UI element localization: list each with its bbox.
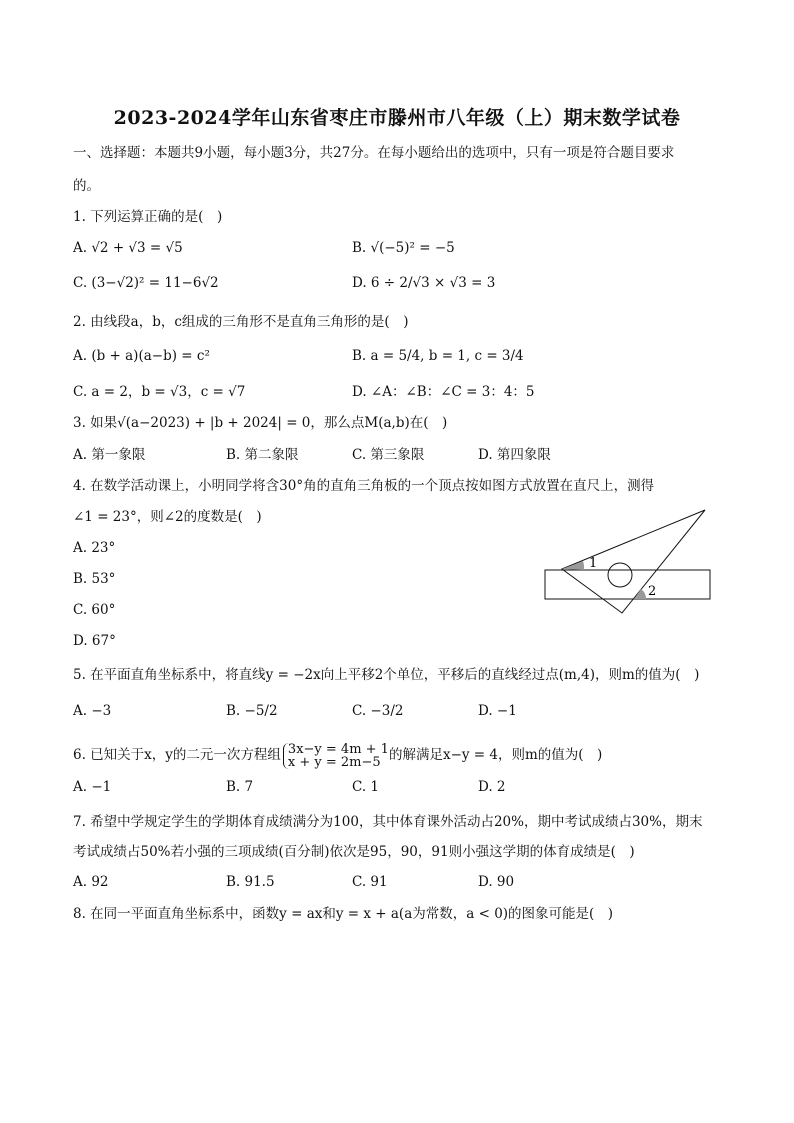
equation-system [283, 743, 389, 769]
question-3-stem: 3. 如果√(a−2023) + |b + 2024| = 0，那么点M(a,b)在( ) [73, 415, 448, 431]
question-5-option-a: A. −3 [73, 703, 112, 719]
question-7-option-d: D. 90 [478, 874, 515, 890]
question-2-option-a: A. (b + a)(a−b) = c² [73, 348, 210, 364]
question-2-option-c: C. a = 2，b = √3，c = √7 [73, 384, 246, 400]
question-4-stem-cont: ∠1 = 23°，则∠2的度数是( ) [73, 509, 262, 525]
page-title: 2023-2024学年山东省枣庄市滕州市八年级（上）期末数学试卷 [113, 107, 681, 129]
triangle-ruler-shape [562, 510, 705, 613]
angle-1-label: 1 [589, 556, 598, 571]
question-5-option-c: C. −3/2 [352, 703, 404, 719]
equation-1: 3x−y = 4m + 1 [287, 741, 389, 757]
question-5-stem: 5. 在平面直角坐标系中，将直线y = −2x向上平移2个单位，平移后的直线经过点(m,4)，则m的值为( ) [73, 667, 700, 683]
question-6-stem [73, 742, 602, 769]
angle-1-mark [562, 561, 584, 570]
question-7-stem: 7. 希望中学规定学生的学期体育成绩满分为100，其中体育课外活动占20%，期中考试成绩占30%，期末 [73, 814, 703, 830]
question-7-option-b: B. 91.5 [226, 874, 275, 890]
question-1-stem: 1. 下列运算正确的是( ) [73, 209, 223, 225]
angle-2-label: 2 [648, 584, 657, 599]
section-instructions-cont: 的。 [73, 178, 100, 194]
question-2-option-b: B. a = 5/4, b = 1, c = 3/4 [352, 348, 524, 364]
question-8-stem: 8. 在同一平面直角坐标系中，函数y = ax和y = x + a(a为常数，a < 0)的图象可能是( ) [73, 906, 614, 922]
section-instructions: 一、选择题：本题共9小题，每小题3分，共27分。在每小题给出的选项中，只有一项是符合题目要求 [73, 145, 675, 161]
question-6-option-c: C. 1 [352, 779, 380, 795]
question-4-option-d: D. 67° [73, 633, 116, 649]
question-2-option-d: D. ∠A：∠B：∠C = 3：4：5 [352, 384, 535, 400]
equation-2: x + y = 2m−5 [287, 754, 381, 770]
question-6-option-b: B. 7 [226, 779, 254, 795]
question-4-option-c: C. 60° [73, 602, 116, 618]
angle-2-mark [634, 589, 646, 599]
question-3-option-a: A. 第一象限 [73, 447, 146, 463]
question-4-option-b: B. 53° [73, 571, 116, 587]
question-7-stem-cont: 考试成绩占50%若小强的三项成绩(百分制)依次是95，90，91则小强这学期的体育成绩是( ) [73, 844, 635, 860]
question-5-option-d: D. −1 [478, 703, 517, 719]
question-3-option-c: C. 第三象限 [352, 447, 425, 463]
question-1-option-c: C. (3−√2)² = 11−6√2 [73, 275, 219, 291]
question-6-option-d: D. 2 [478, 779, 506, 795]
triangle-hole-shape [608, 563, 632, 587]
question-1-option-d: D. 6 ÷ 2/√3 × √3 = 3 [352, 275, 496, 291]
question-4-stem: 4. 在数学活动课上，小明同学将含30°角的直角三角板的一个顶点按如图方式放置在直尺上，测得 [73, 478, 655, 494]
question-1-option-a: A. √2 + √3 = √5 [73, 240, 183, 256]
question-1-option-b: B. √(−5)² = −5 [352, 240, 455, 256]
question-2-stem: 2. 由线段a，b，c组成的三角形不是直角三角形的是( ) [73, 314, 409, 330]
ruler-triangle-figure [540, 505, 715, 620]
question-5-option-b: B. −5/2 [226, 703, 278, 719]
question-3-option-b: B. 第二象限 [226, 447, 299, 463]
question-6-option-a: A. −1 [73, 779, 112, 795]
question-7-option-c: C. 91 [352, 874, 388, 890]
question-6-stem-post: 的解满足x−y = 4，则m的值为( ) [388, 747, 603, 763]
question-3-option-d: D. 第四象限 [478, 447, 551, 463]
question-6-stem-pre: 6. 已知关于x，y的二元一次方程组 [73, 747, 281, 763]
question-4-option-a: A. 23° [73, 540, 116, 556]
question-7-option-a: A. 92 [73, 874, 109, 890]
